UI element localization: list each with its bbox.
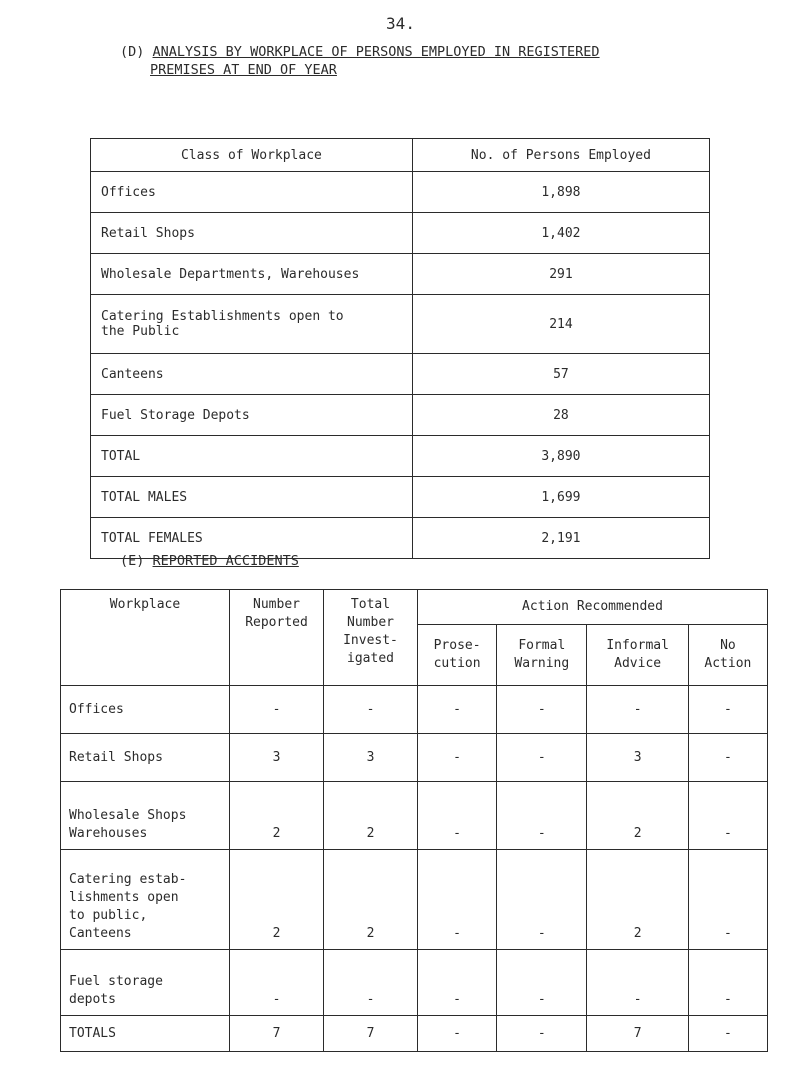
section-d-label: (D) xyxy=(120,44,145,60)
accident-informal-cell: 2 xyxy=(587,782,688,850)
accident-no-action-cell: - xyxy=(688,950,767,1016)
accident-prosecution-cell: - xyxy=(418,686,497,734)
column-header-no-action: No Action xyxy=(688,625,767,686)
persons-employed-cell: 1,402 xyxy=(412,213,709,254)
workplace-employment-table xyxy=(90,138,710,559)
accident-no-action-cell: - xyxy=(688,1016,767,1052)
accident-investigated-cell: 2 xyxy=(324,782,418,850)
reported-accidents-table xyxy=(60,589,768,1052)
column-header-action-group: Action Recommended xyxy=(418,590,768,625)
accident-workplace-cell: Catering estab- lishments open to public, Canteens xyxy=(61,850,230,950)
workplace-class-cell: Fuel Storage Depots xyxy=(91,395,413,436)
persons-employed-cell: 1,699 xyxy=(412,477,709,518)
section-d-title-line2: PREMISES AT END OF YEAR xyxy=(150,62,337,78)
accident-formal-cell: - xyxy=(497,1016,587,1052)
accident-investigated-cell: 3 xyxy=(324,734,418,782)
section-e-label: (E) xyxy=(120,553,145,569)
accident-informal-cell: - xyxy=(587,950,688,1016)
workplace-class-cell: Canteens xyxy=(91,354,413,395)
table-header-row xyxy=(91,139,710,172)
table-row xyxy=(91,395,710,436)
persons-employed-cell: 1,898 xyxy=(412,172,709,213)
accident-formal-cell: - xyxy=(497,782,587,850)
accident-prosecution-cell: - xyxy=(418,950,497,1016)
table-row xyxy=(91,295,710,354)
table-row xyxy=(61,686,768,734)
accident-formal-cell: - xyxy=(497,734,587,782)
column-header-informal-advice: Informal Advice xyxy=(587,625,688,686)
accident-no-action-cell: - xyxy=(688,686,767,734)
accident-no-action-cell: - xyxy=(688,734,767,782)
column-header-prosecution: Prose- cution xyxy=(418,625,497,686)
table-row xyxy=(91,172,710,213)
page-number: 34. xyxy=(386,14,415,33)
persons-employed-cell: 291 xyxy=(412,254,709,295)
persons-employed-cell: 57 xyxy=(412,354,709,395)
workplace-class-cell: TOTAL MALES xyxy=(91,477,413,518)
table-row xyxy=(91,254,710,295)
table-row xyxy=(91,477,710,518)
table-row xyxy=(61,1016,768,1052)
table-row xyxy=(61,850,768,950)
accident-workplace-cell: Offices xyxy=(61,686,230,734)
accident-prosecution-cell: - xyxy=(418,1016,497,1052)
accident-reported-cell: - xyxy=(230,686,324,734)
accident-investigated-cell: - xyxy=(324,950,418,1016)
accident-reported-cell: - xyxy=(230,950,324,1016)
workplace-class-cell: TOTAL FEMALES xyxy=(91,518,413,559)
column-header-workplace: Workplace xyxy=(61,590,230,686)
accident-reported-cell: 3 xyxy=(230,734,324,782)
workplace-class-cell: Wholesale Departments, Warehouses xyxy=(91,254,413,295)
accident-workplace-cell: Fuel storage depots xyxy=(61,950,230,1016)
workplace-class-cell: Offices xyxy=(91,172,413,213)
table-row xyxy=(91,436,710,477)
workplace-class-cell: Retail Shops xyxy=(91,213,413,254)
accident-investigated-cell: 7 xyxy=(324,1016,418,1052)
accident-workplace-cell: TOTALS xyxy=(61,1016,230,1052)
accident-informal-cell: 2 xyxy=(587,850,688,950)
persons-employed-cell: 214 xyxy=(412,295,709,354)
persons-employed-cell: 2,191 xyxy=(412,518,709,559)
accident-formal-cell: - xyxy=(497,686,587,734)
accident-reported-cell: 2 xyxy=(230,782,324,850)
section-d-title-line1: ANALYSIS BY WORKPLACE OF PERSONS EMPLOYED IN REGISTERED xyxy=(152,44,600,60)
section-e-heading xyxy=(120,553,299,569)
accident-no-action-cell: - xyxy=(688,782,767,850)
table-row xyxy=(61,782,768,850)
column-header-investigated: Total Number Invest- igated xyxy=(324,590,418,686)
table-row xyxy=(91,213,710,254)
accident-investigated-cell: - xyxy=(324,686,418,734)
accident-informal-cell: - xyxy=(587,686,688,734)
accident-informal-cell: 7 xyxy=(587,1016,688,1052)
workplace-class-cell: Catering Establishments open to the Public xyxy=(91,295,413,354)
table-row xyxy=(61,734,768,782)
accident-no-action-cell: - xyxy=(688,850,767,950)
accident-reported-cell: 2 xyxy=(230,850,324,950)
table-row xyxy=(91,354,710,395)
accident-formal-cell: - xyxy=(497,950,587,1016)
accident-workplace-cell: Retail Shops xyxy=(61,734,230,782)
table-row xyxy=(61,950,768,1016)
table-header-row xyxy=(61,590,768,625)
persons-employed-cell: 3,890 xyxy=(412,436,709,477)
section-e-title: REPORTED ACCIDENTS xyxy=(152,553,299,569)
workplace-class-cell: TOTAL xyxy=(91,436,413,477)
accident-informal-cell: 3 xyxy=(587,734,688,782)
column-header-class: Class of Workplace xyxy=(91,139,413,172)
accident-prosecution-cell: - xyxy=(418,782,497,850)
accident-workplace-cell: Wholesale Shops Warehouses xyxy=(61,782,230,850)
column-header-reported: Number Reported xyxy=(230,590,324,686)
accident-formal-cell: - xyxy=(497,850,587,950)
accident-prosecution-cell: - xyxy=(418,734,497,782)
accident-reported-cell: 7 xyxy=(230,1016,324,1052)
persons-employed-cell: 28 xyxy=(412,395,709,436)
accident-investigated-cell: 2 xyxy=(324,850,418,950)
column-header-formal-warning: Formal Warning xyxy=(497,625,587,686)
column-header-employed: No. of Persons Employed xyxy=(412,139,709,172)
section-d-heading xyxy=(120,43,600,79)
accident-prosecution-cell: - xyxy=(418,850,497,950)
